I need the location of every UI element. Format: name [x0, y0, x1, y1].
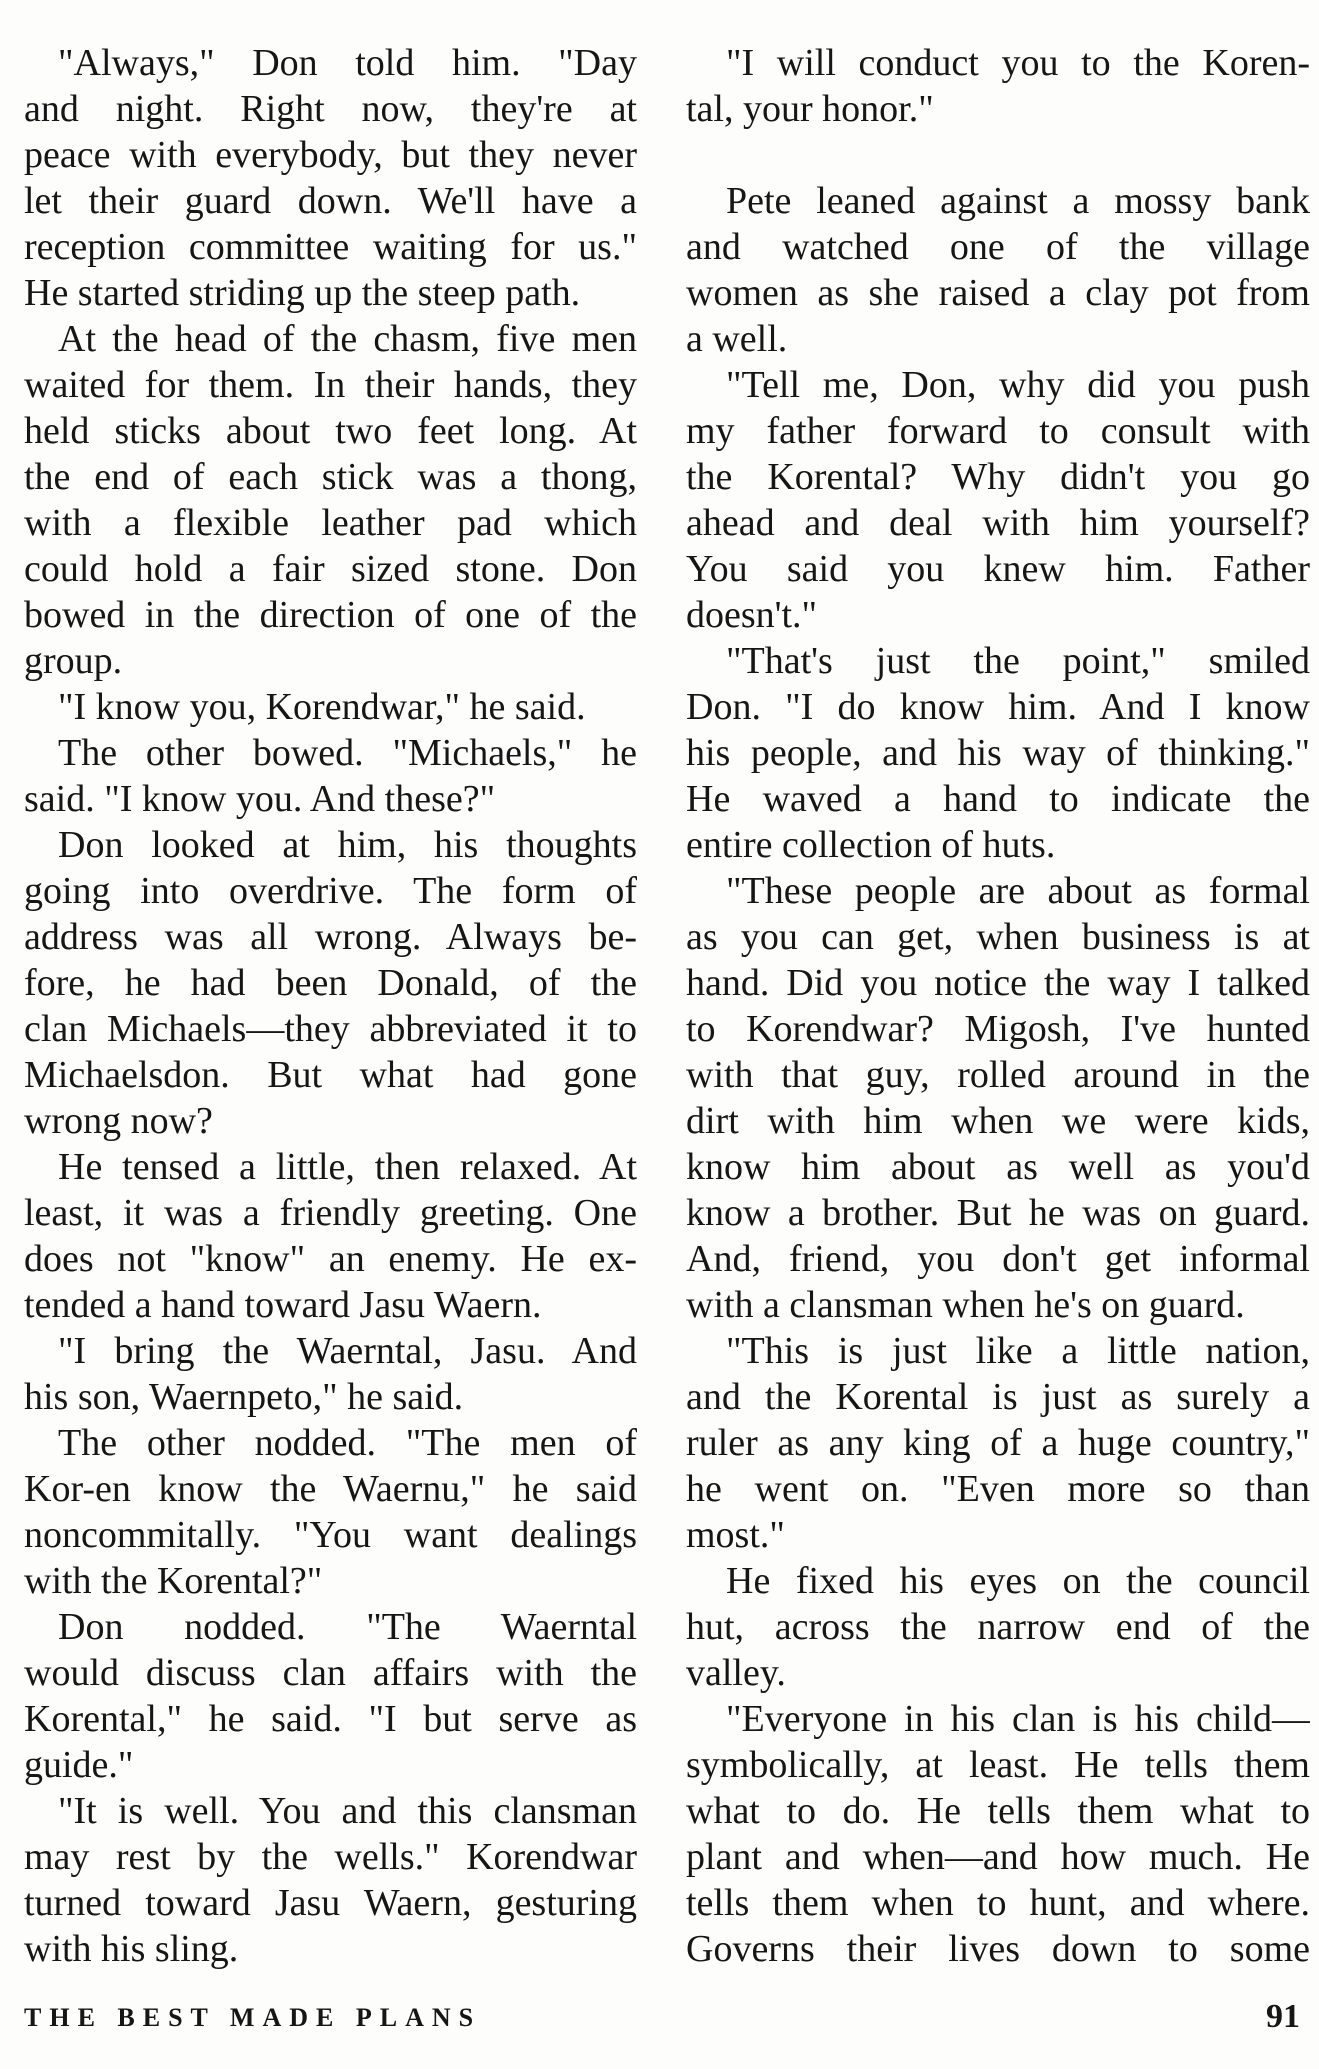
- text-line: least, it was a friendly greeting. One: [24, 1192, 637, 1234]
- text-line: and night. Right now, they're at: [24, 88, 637, 130]
- text-line: guide.": [24, 1744, 134, 1786]
- text-line: and watched one of the village: [686, 226, 1310, 268]
- text-line: with a clansman when he's on guard.: [686, 1284, 1245, 1326]
- text-line: And, friend, you don't get informal: [686, 1238, 1310, 1280]
- text-line: "It is well. You and this clansman: [58, 1790, 637, 1832]
- page-number: 91: [1266, 1998, 1300, 2035]
- text-line: the Korental? Why didn't you go: [686, 456, 1310, 498]
- text-line: The other nodded. "The men of: [58, 1422, 637, 1464]
- text-line: address was all wrong. Always be-: [24, 916, 637, 958]
- text-line: He tensed a little, then relaxed. At: [58, 1146, 637, 1188]
- text-line: ruler as any king of a huge country,": [686, 1422, 1310, 1464]
- text-line: plant and when—and how much. He: [686, 1836, 1310, 1878]
- text-line: "I bring the Waerntal, Jasu. And: [58, 1330, 637, 1372]
- text-line: entire collection of huts.: [686, 824, 1056, 866]
- text-line: He fixed his eyes on the council: [726, 1560, 1310, 1602]
- text-line: would discuss clan affairs with the: [24, 1652, 637, 1694]
- text-line: hand. Did you notice the way I talked: [686, 962, 1310, 1004]
- text-line: wrong now?: [24, 1100, 213, 1142]
- right-text-column: [686, 40, 1310, 1972]
- paragraph: [24, 822, 637, 1144]
- text-line: doesn't.": [686, 594, 818, 636]
- text-line: he went on. "Even more so than: [686, 1468, 1310, 1510]
- text-line: turned toward Jasu Waern, gesturing: [24, 1882, 637, 1924]
- text-line: tal, your honor.": [686, 88, 934, 130]
- running-title: THE BEST MADE PLANS: [24, 2003, 482, 2032]
- text-line: most.": [686, 1514, 785, 1556]
- text-line: the end of each stick was a thong,: [24, 456, 637, 498]
- text-line: hut, across the narrow end of the: [686, 1606, 1310, 1648]
- text-line: held sticks about two feet long. At: [24, 410, 637, 452]
- text-line: women as she raised a clay pot from: [686, 272, 1310, 314]
- text-line: tells them when to hunt, and where.: [686, 1882, 1310, 1924]
- text-line: dirt with him when we were kids,: [686, 1100, 1310, 1142]
- paragraph: [686, 1696, 1310, 1972]
- text-line: "This is just like a little nation,: [726, 1330, 1310, 1372]
- text-line: with his sling.: [24, 1928, 239, 1970]
- text-line: "Always," Don told him. "Day: [58, 42, 637, 84]
- text-line: The other bowed. "Michaels," he: [58, 732, 637, 774]
- text-line: Michaelsdon. But what had gone: [24, 1054, 637, 1096]
- text-line: You said you knew him. Father: [686, 548, 1310, 590]
- paragraph: [686, 1328, 1310, 1558]
- left-text-column: [24, 40, 637, 1972]
- paragraph: [24, 684, 637, 730]
- text-line: Don nodded. "The Waerntal: [58, 1606, 637, 1648]
- text-line: Korental," he said. "I but serve as: [24, 1698, 637, 1740]
- text-line: reception committee waiting for us.": [24, 226, 637, 268]
- text-line: my father forward to consult with: [686, 410, 1310, 452]
- text-line: "I know you, Korendwar," he said.: [58, 686, 586, 728]
- text-line: "These people are about as formal: [726, 870, 1310, 912]
- text-line: ahead and deal with him yourself?: [686, 502, 1310, 544]
- text-line: his son, Waernpeto," he said.: [24, 1376, 464, 1418]
- text-line: valley.: [686, 1652, 786, 1694]
- paragraph: [686, 40, 1310, 132]
- text-line: know him about as well as you'd: [686, 1146, 1310, 1188]
- text-line: "That's just the point," smiled: [726, 640, 1310, 682]
- paragraph: [686, 362, 1310, 638]
- text-line: as you can get, when business is at: [686, 916, 1310, 958]
- text-line: Don. "I do know him. And I know: [686, 686, 1310, 728]
- text-line: and the Korental is just as surely a: [686, 1376, 1310, 1418]
- text-line: He started striding up the steep path.: [24, 272, 581, 314]
- text-line: his people, and his way of thinking.": [686, 732, 1310, 774]
- text-line: a well.: [686, 318, 788, 360]
- paragraph: [24, 316, 637, 684]
- paragraph: [24, 1788, 637, 1972]
- text-line: what to do. He tells them what to: [686, 1790, 1310, 1832]
- paragraph: [24, 1328, 637, 1420]
- paragraph: [24, 730, 637, 822]
- text-line: could hold a fair sized stone. Don: [24, 548, 637, 590]
- paragraph: [24, 1604, 637, 1788]
- paragraph: [24, 1420, 637, 1604]
- text-line: "Tell me, Don, why did you push: [726, 364, 1310, 406]
- text-line: "Everyone in his clan is his child—: [726, 1698, 1310, 1740]
- paragraph: [24, 1144, 637, 1328]
- text-line: He waved a hand to indicate the: [686, 778, 1310, 820]
- text-line: know a brother. But he was on guard.: [686, 1192, 1310, 1234]
- paragraph: [686, 1558, 1310, 1696]
- text-line: Pete leaned against a mossy bank: [726, 180, 1310, 222]
- paragraph: [24, 40, 637, 316]
- paragraph: [686, 638, 1310, 868]
- text-line: "I will conduct you to the Koren-: [726, 42, 1310, 84]
- text-line: fore, he had been Donald, of the: [24, 962, 637, 1004]
- text-line: to Korendwar? Migosh, I've hunted: [686, 1008, 1310, 1050]
- text-line: group.: [24, 640, 123, 682]
- text-line: with a flexible leather pad which: [24, 502, 637, 544]
- text-line: At the head of the chasm, five men: [58, 318, 637, 360]
- text-line: bowed in the direction of one of the: [24, 594, 637, 636]
- text-line: peace with everybody, but they never: [24, 134, 637, 176]
- text-line: with the Korental?": [24, 1560, 323, 1602]
- text-line: let their guard down. We'll have a: [24, 180, 637, 222]
- text-line: Don looked at him, his thoughts: [58, 824, 637, 866]
- text-line: does not "know" an enemy. He ex-: [24, 1238, 637, 1280]
- text-line: tended a hand toward Jasu Waern.: [24, 1284, 542, 1326]
- text-line: clan Michaels—they abbreviated it to: [24, 1008, 637, 1050]
- paragraph: [686, 868, 1310, 1328]
- text-line: noncommitally. "You want dealings: [24, 1514, 637, 1556]
- paragraph: [686, 178, 1310, 362]
- section-break: [686, 132, 1310, 178]
- text-line: with that guy, rolled around in the: [686, 1054, 1310, 1096]
- text-line: going into overdrive. The form of: [24, 870, 637, 912]
- text-line: may rest by the wells." Korendwar: [24, 1836, 637, 1878]
- text-line: waited for them. In their hands, they: [24, 364, 637, 406]
- text-line: Kor-en know the Waernu," he said: [24, 1468, 637, 1510]
- text-line: symbolically, at least. He tells them: [686, 1744, 1310, 1786]
- text-line: said. "I know you. And these?": [24, 778, 496, 820]
- text-line: Governs their lives down to some: [686, 1928, 1310, 1970]
